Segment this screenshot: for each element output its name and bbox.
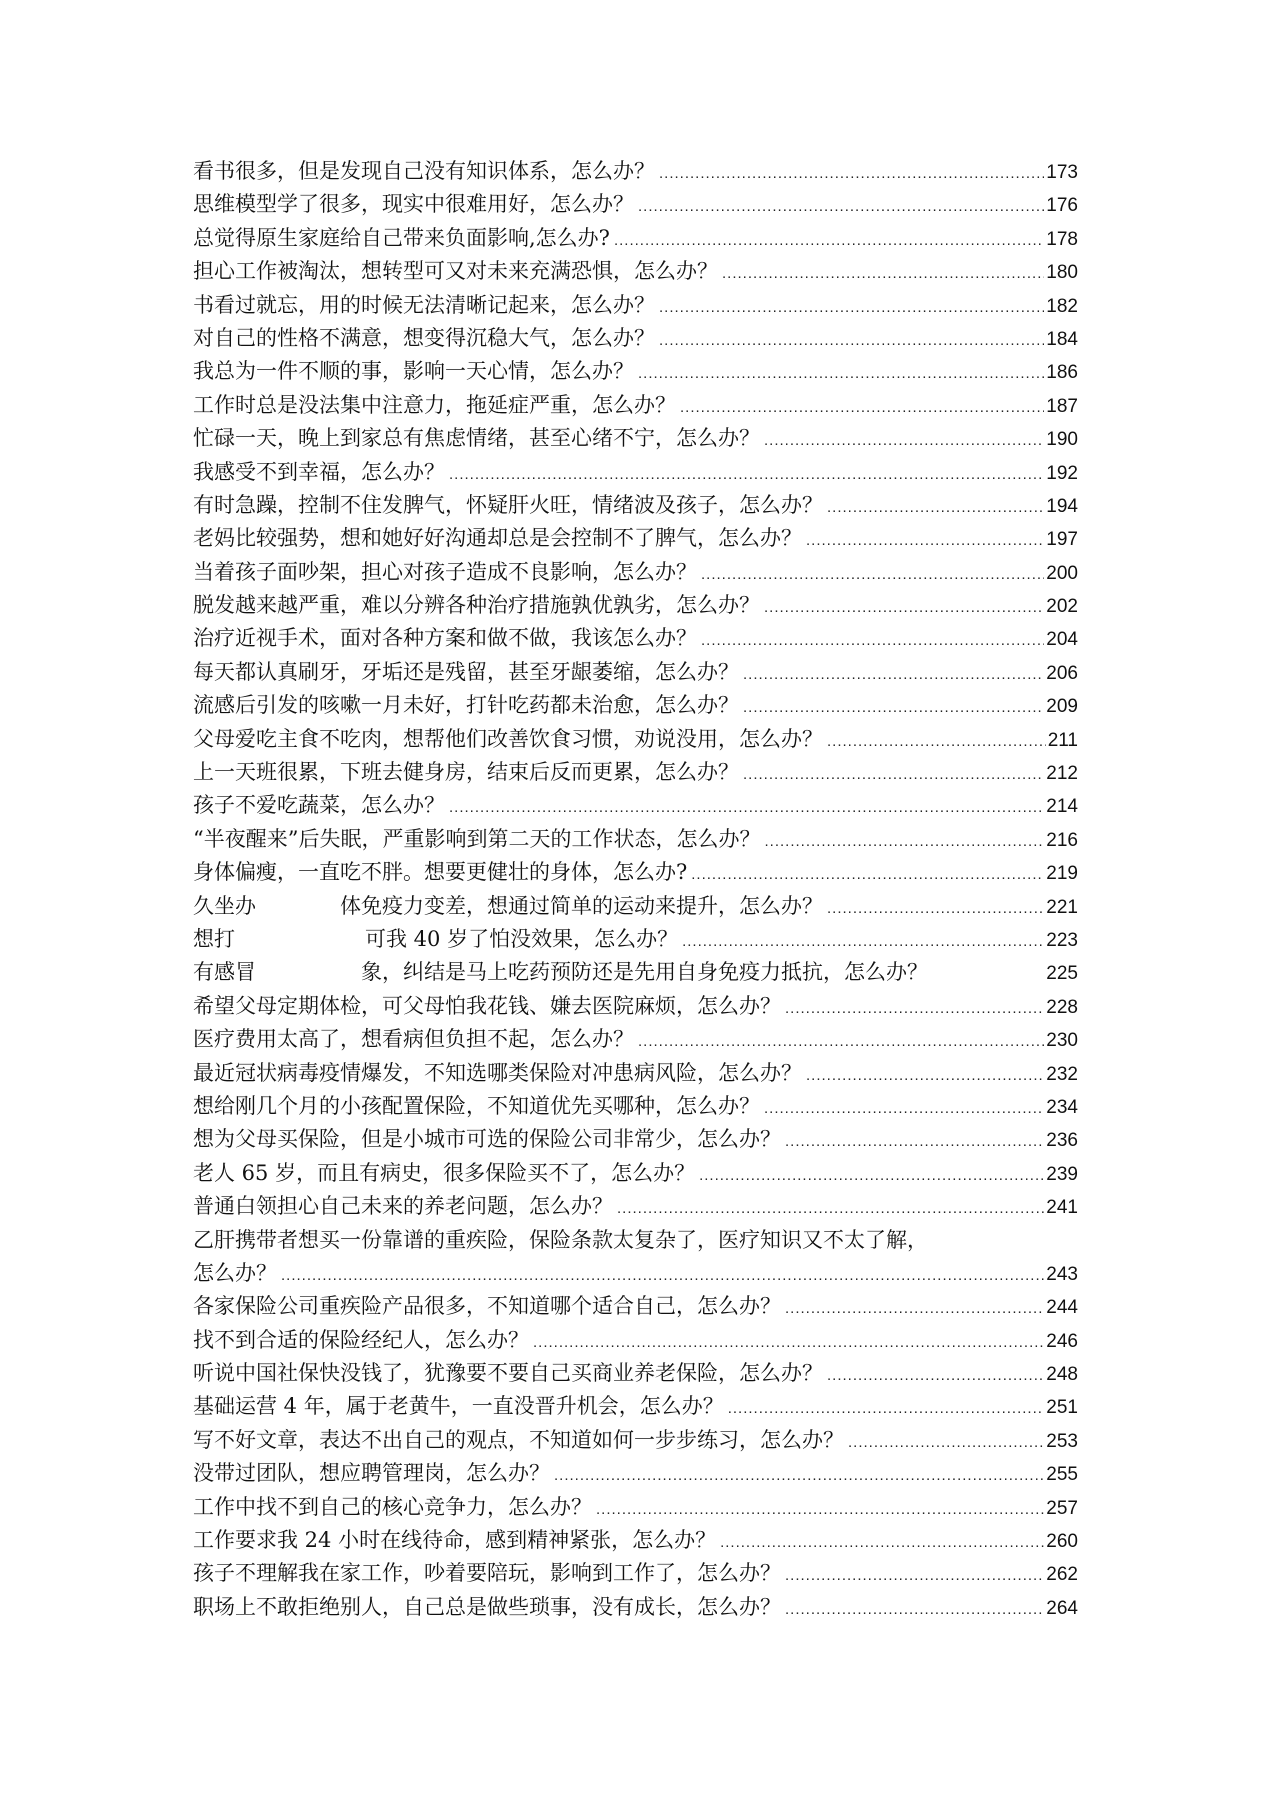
toc-entry-page: 241 xyxy=(1046,1197,1078,1219)
toc-entry[interactable] xyxy=(193,756,1078,789)
dot-leader xyxy=(659,291,1044,324)
toc-entry-title: 上一天班很累，下班去健身房，结束后反而更累，怎么办？ xyxy=(193,760,739,785)
toc-entry-page: 257 xyxy=(1046,1497,1078,1519)
toc-entry-page: 225 xyxy=(1046,963,1078,985)
toc-entry[interactable] xyxy=(193,823,1078,856)
dot-leader xyxy=(743,691,1044,724)
toc-entry-continuation[interactable] xyxy=(193,1257,1078,1290)
toc-entry-title: 身体偏瘦，一直吃不胖。想要更健壮的身体，怎么办? xyxy=(193,860,688,885)
toc-entry[interactable] xyxy=(193,1090,1078,1123)
toc-entry-page: 212 xyxy=(1046,763,1078,785)
toc-entry-title-left: 久坐办 xyxy=(193,893,256,918)
toc-entry-page: 264 xyxy=(1046,1597,1078,1619)
dot-leader xyxy=(806,524,1044,557)
dot-leader xyxy=(638,1025,1044,1058)
dot-leader xyxy=(827,1359,1044,1392)
toc-entry-title: 孩子不爱吃蔬菜，怎么办？ xyxy=(193,793,445,818)
toc-entry-title: 孩子不理解我在家工作，吵着要陪玩，影响到工作了，怎么办？ xyxy=(193,1561,781,1586)
toc-entry-title: 看书很多，但是发现自己没有知识体系，怎么办？ xyxy=(193,159,655,183)
dot-leader xyxy=(596,1493,1044,1526)
toc-entry-page: 228 xyxy=(1046,996,1078,1018)
toc-entry[interactable] xyxy=(193,155,1078,188)
dot-leader xyxy=(701,558,1044,591)
dot-leader xyxy=(764,825,1044,858)
dot-leader xyxy=(764,591,1044,624)
toc-entry-title: 总觉得原生家庭给自己带来负面影响,怎么办? xyxy=(193,225,610,250)
dot-leader xyxy=(659,157,1044,190)
dot-leader xyxy=(659,324,1044,357)
toc-entry-page: 194 xyxy=(1046,495,1078,517)
dot-leader xyxy=(785,992,1044,1025)
toc-entry-page: 232 xyxy=(1046,1063,1078,1085)
toc-entry-page: 251 xyxy=(1046,1397,1078,1419)
toc-entry[interactable] xyxy=(193,1157,1078,1190)
toc-entry[interactable] xyxy=(193,789,1078,822)
toc-entry-page: 182 xyxy=(1046,295,1078,317)
toc-entry-page: 246 xyxy=(1046,1330,1078,1352)
toc-entry[interactable] xyxy=(193,723,1078,756)
dot-leader xyxy=(785,1559,1044,1592)
toc-entry-title xyxy=(193,890,823,923)
dot-leader xyxy=(785,1292,1044,1325)
toc-entry-page: 234 xyxy=(1046,1096,1078,1118)
toc-entry-title: 每天都认真刷牙，牙垢还是残留，甚至牙龈萎缩，怎么办？ xyxy=(193,659,739,684)
toc-entry[interactable] xyxy=(193,890,1078,923)
toc-entry-page: 216 xyxy=(1046,829,1078,851)
toc-entry-title: 老妈比较强势，想和她好好沟通却总是会控制不了脾气，怎么办？ xyxy=(193,526,802,551)
toc-entry-page: 187 xyxy=(1046,395,1078,417)
toc-entry[interactable] xyxy=(193,990,1078,1023)
toc-entry[interactable] xyxy=(193,1290,1078,1323)
toc-entry-page: 197 xyxy=(1046,529,1078,551)
toc-entry-title: 乙肝携带者想买一份靠谱的重疾险，保险条款太复杂了，医疗知识又不太了解， xyxy=(193,1227,928,1252)
toc-entry-title: 最近冠状病毒疫情爆发，不知选哪类保险对冲患病风险，怎么办？ xyxy=(193,1060,802,1085)
dot-leader xyxy=(614,224,1044,257)
toc-entry-page: 178 xyxy=(1046,228,1078,250)
toc-entry[interactable] xyxy=(193,1224,1078,1257)
toc-entry[interactable] xyxy=(193,422,1078,455)
toc-entry-page: 262 xyxy=(1046,1564,1078,1586)
toc-entry-title: 对自己的性格不满意，想变得沉稳大气，怎么办？ xyxy=(193,325,655,350)
toc-entry-title: 担心工作被淘汰，想转型可又对未来充满恐惧，怎么办？ xyxy=(193,259,718,284)
toc-entry-page: 209 xyxy=(1046,696,1078,718)
toc-entry-title xyxy=(193,956,928,989)
toc-entry-title-right: 可我 40 岁了怕没效果，怎么办？ xyxy=(365,926,679,951)
dot-leader xyxy=(743,658,1044,691)
toc-entry-page: 255 xyxy=(1046,1464,1078,1486)
toc-entry[interactable] xyxy=(193,656,1078,689)
dot-leader xyxy=(691,858,1044,891)
toc-entry-title: 脱发越来越严重，难以分辨各种治疗措施孰优孰劣，怎么办？ xyxy=(193,593,760,618)
toc-entry[interactable] xyxy=(193,1324,1078,1357)
toc-entry-title: 写不好文章，表达不出自己的观点，不知道如何一步步练习，怎么办？ xyxy=(193,1427,844,1452)
dot-leader xyxy=(764,1092,1044,1125)
toc-entry[interactable] xyxy=(193,1557,1078,1590)
dot-leader xyxy=(827,725,1046,758)
dot-leader xyxy=(680,391,1044,424)
toc-entry-page: 186 xyxy=(1046,362,1078,384)
toc-entry-title: 当着孩子面吵架，担心对孩子造成不良影响，怎么办？ xyxy=(193,559,697,584)
toc-entry[interactable] xyxy=(193,1390,1078,1423)
toc-entry-title: 没带过团队，想应聘管理岗，怎么办？ xyxy=(193,1461,550,1486)
dot-leader xyxy=(638,190,1044,223)
dot-leader xyxy=(827,892,1044,925)
toc-entry-page: 239 xyxy=(1046,1163,1078,1185)
dot-leader xyxy=(728,1392,1045,1425)
toc-entry-title: 怎么办？ xyxy=(193,1260,277,1285)
dot-leader xyxy=(638,357,1044,390)
toc-entry[interactable] xyxy=(193,923,1078,956)
toc-entry[interactable] xyxy=(193,1591,1078,1624)
toc-entry-title: 治疗近视手术，面对各种方案和做不做，我该怎么办？ xyxy=(193,626,697,651)
toc-entry-page: 176 xyxy=(1046,195,1078,217)
toc-entry[interactable] xyxy=(193,322,1078,355)
toc-entry[interactable] xyxy=(193,1123,1078,1156)
toc-entry-title-left: 有感冒 xyxy=(193,960,256,985)
toc-entry[interactable] xyxy=(193,255,1078,288)
toc-entry-title: 有时急躁，控制不住发脾气，怀疑肝火旺，情绪波及孩子，怎么办？ xyxy=(193,492,823,517)
dot-leader xyxy=(720,1526,1044,1559)
toc-entry[interactable] xyxy=(193,522,1078,555)
dot-leader xyxy=(743,758,1044,791)
toc-entry[interactable] xyxy=(193,856,1078,889)
toc-entry-page: 260 xyxy=(1046,1531,1078,1553)
toc-entry-title: 我总为一件不顺的事，影响一天心情，怎么办？ xyxy=(193,359,634,384)
toc-entry[interactable] xyxy=(193,1524,1078,1557)
toc-entry[interactable] xyxy=(193,1457,1078,1490)
dot-leader xyxy=(785,1125,1044,1158)
dot-leader xyxy=(785,1593,1044,1626)
toc-entry[interactable] xyxy=(193,589,1078,622)
dot-leader xyxy=(617,1192,1044,1225)
toc-entry-title: 工作要求我 24 小时在线待命，感到精神紧张，怎么办？ xyxy=(193,1528,717,1553)
toc-entry[interactable] xyxy=(193,1190,1078,1223)
toc-entry-title xyxy=(193,923,678,956)
toc-entry-title: 想为父母买保险，但是小城市可选的保险公司非常少，怎么办？ xyxy=(193,1127,781,1152)
toc-entry[interactable] xyxy=(193,222,1078,255)
dot-leader xyxy=(682,925,1044,958)
toc-entry-page: 190 xyxy=(1046,429,1078,451)
toc-entry-page: 243 xyxy=(1046,1263,1078,1285)
dot-leader xyxy=(699,1159,1044,1192)
toc-entry-title: 找不到合适的保险经纪人，怎么办？ xyxy=(193,1327,529,1352)
toc-entry[interactable] xyxy=(193,1424,1078,1457)
toc-entry-page: 200 xyxy=(1046,562,1078,584)
toc-entry-page: 180 xyxy=(1046,262,1078,284)
toc-entry[interactable] xyxy=(193,1491,1078,1524)
dot-leader xyxy=(848,1426,1044,1459)
toc-entry-page: 221 xyxy=(1046,896,1078,918)
toc-entry-title-right: 象，纠结是马上吃药预防还是先用自身免疫力抵抗，怎么办？ xyxy=(361,960,928,985)
toc-entry[interactable] xyxy=(193,289,1078,322)
toc-entry-title: 书看过就忘，用的时候无法清晰记起来，怎么办？ xyxy=(193,292,655,317)
dot-leader xyxy=(827,491,1044,524)
toc-entry-title: 流感后引发的咳嗽一月未好，打针吃药都未治愈，怎么办？ xyxy=(193,693,739,718)
dot-leader xyxy=(806,1059,1044,1092)
toc-entry-title: 普通白领担心自己未来的养老问题，怎么办？ xyxy=(193,1194,613,1219)
toc-entry-title: 我感受不到幸福，怎么办？ xyxy=(193,459,445,484)
toc-entry-page: 206 xyxy=(1046,662,1078,684)
toc-entry-page: 211 xyxy=(1047,729,1078,751)
toc-entry-title: 思维模型学了很多，现实中很难用好，怎么办？ xyxy=(193,192,634,217)
dot-leader xyxy=(722,257,1044,290)
toc-entry-title: 基础运营 4 年，属于老黄牛，一直没晋升机会，怎么办？ xyxy=(193,1394,724,1419)
toc-entry-title: 工作中找不到自己的核心竞争力，怎么办？ xyxy=(193,1494,592,1519)
toc-entry[interactable] xyxy=(193,556,1078,589)
toc-entry-title: 听说中国社保快没钱了，犹豫要不要自己买商业养老保险，怎么办？ xyxy=(193,1361,823,1386)
toc-entry-title: “半夜醒来”后失眠，严重影响到第二天的工作状态，怎么办？ xyxy=(193,826,761,851)
toc-entry-page: 244 xyxy=(1046,1297,1078,1319)
toc-entry-title: 各家保险公司重疾险产品很多，不知道哪个适合自己，怎么办？ xyxy=(193,1294,781,1319)
dot-leader xyxy=(449,458,1044,491)
toc-entry-page: 230 xyxy=(1046,1030,1078,1052)
toc-entry-page: 202 xyxy=(1046,596,1078,618)
toc-entry-page: 236 xyxy=(1046,1130,1078,1152)
table-of-contents xyxy=(193,155,1078,1624)
toc-entry-page: 253 xyxy=(1046,1430,1078,1452)
toc-entry[interactable] xyxy=(193,355,1078,388)
toc-entry[interactable] xyxy=(193,689,1078,722)
toc-entry-page: 192 xyxy=(1046,462,1078,484)
dot-leader xyxy=(533,1326,1044,1359)
toc-entry-title: 老人 65 岁，而且有病史，很多保险买不了，怎么办？ xyxy=(193,1160,696,1185)
toc-entry[interactable] xyxy=(193,1057,1078,1090)
toc-entry-page: 219 xyxy=(1046,863,1078,885)
toc-entry[interactable] xyxy=(193,1357,1078,1390)
toc-entry-title: 职场上不敢拒绝别人，自己总是做些琐事，没有成长，怎么办？ xyxy=(193,1594,781,1619)
dot-leader xyxy=(449,791,1044,824)
dot-leader xyxy=(701,624,1044,657)
toc-entry-page: 204 xyxy=(1046,629,1078,651)
dot-leader xyxy=(281,1259,1044,1292)
toc-entry-page: 184 xyxy=(1046,328,1078,350)
toc-entry[interactable] xyxy=(193,622,1078,655)
dot-leader xyxy=(764,424,1044,457)
toc-entry-title-right: 体免疫力变差，想通过简单的运动来提升，怎么办？ xyxy=(340,893,823,918)
toc-entry-page: 214 xyxy=(1046,796,1078,818)
toc-entry[interactable] xyxy=(193,456,1078,489)
toc-entry-title: 医疗费用太高了，想看病但负担不起，怎么办？ xyxy=(193,1027,634,1052)
toc-entry-page: 248 xyxy=(1046,1364,1078,1386)
toc-entry[interactable] xyxy=(193,489,1078,522)
toc-entry-title: 想给刚几个月的小孩配置保险，不知道优先买哪种，怎么办？ xyxy=(193,1093,760,1118)
toc-entry[interactable] xyxy=(193,389,1078,422)
toc-entry[interactable] xyxy=(193,188,1078,221)
toc-entry-title: 忙碌一天，晚上到家总有焦虑情绪，甚至心绪不宁，怎么办？ xyxy=(193,426,760,451)
toc-entry-page: 223 xyxy=(1046,929,1078,951)
toc-entry[interactable] xyxy=(193,1023,1078,1056)
toc-entry-title: 工作时总是没法集中注意力，拖延症严重，怎么办？ xyxy=(193,392,676,417)
toc-entry-title: 希望父母定期体检，可父母怕我花钱、嫌去医院麻烦，怎么办？ xyxy=(193,993,781,1018)
toc-entry-title-left: 想打 xyxy=(193,926,235,951)
dot-leader xyxy=(554,1459,1044,1492)
toc-entry[interactable] xyxy=(193,956,1078,989)
toc-entry-title: 父母爱吃主食不吃肉，想帮他们改善饮食习惯，劝说没用，怎么办？ xyxy=(193,726,823,751)
toc-entry-page: 173 xyxy=(1046,162,1078,183)
